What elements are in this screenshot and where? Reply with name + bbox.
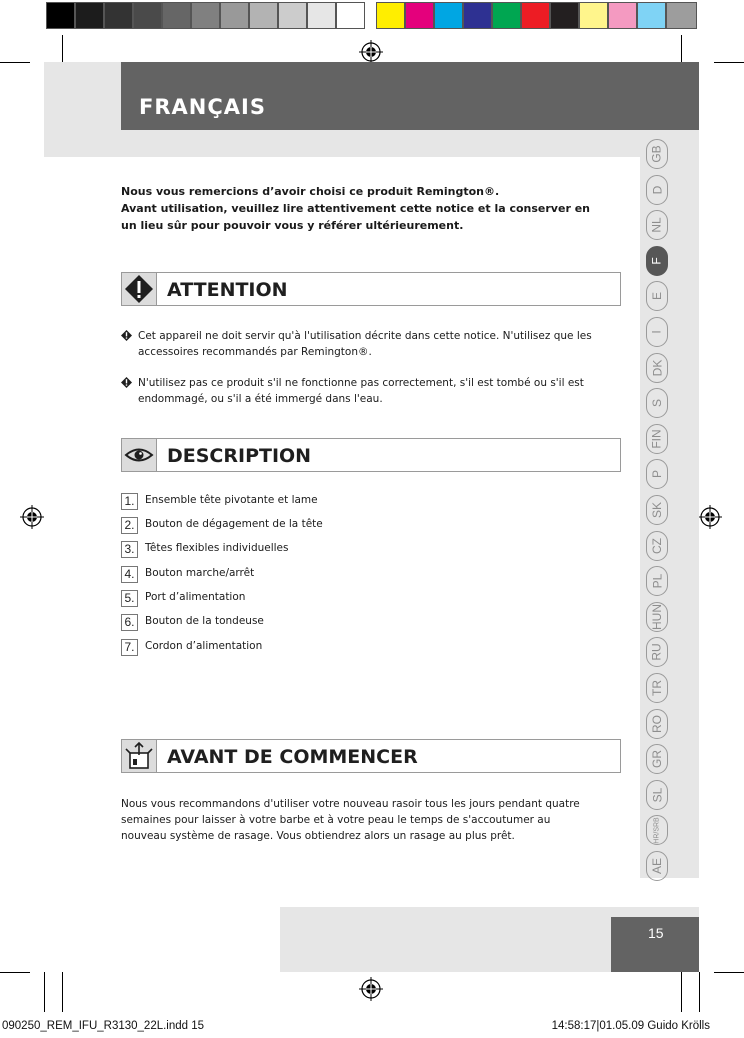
language-tab-hun[interactable] [646, 602, 668, 632]
item-label: Bouton de la tondeuse [145, 615, 264, 627]
item-label: Têtes flexibles individuelles [145, 542, 289, 554]
language-tab-label: SL [650, 787, 664, 803]
swatch-15 [463, 2, 492, 29]
language-tab-label: SK [649, 501, 664, 519]
item-label: Port d’alimentation [145, 591, 246, 603]
language-tab-label: E [649, 291, 664, 301]
language-tab-label: HR/SRB [653, 816, 661, 844]
language-tab-label: RU [650, 643, 664, 661]
attention-title: ATTENTION [167, 279, 288, 301]
language-tab-e[interactable] [646, 281, 668, 311]
intro-line-1: Nous vous remercions d’avoir choisi ce produit Remington®. [121, 185, 500, 198]
language-tab-gr[interactable] [646, 744, 668, 774]
item-label: Cordon d’alimentation [145, 640, 263, 652]
language-tab-s[interactable] [646, 388, 668, 418]
language-tab-p[interactable] [646, 459, 668, 489]
swatch-20 [608, 2, 637, 29]
language-tab-label: D [649, 185, 664, 195]
swatch-12 [376, 2, 405, 29]
item-number: 1. [121, 493, 138, 510]
warning-bullet-icon [121, 330, 132, 341]
swatch-11 [336, 2, 365, 29]
language-tab-d[interactable] [646, 175, 668, 205]
language-tab-sk[interactable] [646, 495, 668, 525]
item-number: 2. [121, 517, 138, 534]
language-tab-label: HUN [650, 604, 664, 630]
item-label: Bouton marche/arrêt [145, 567, 255, 579]
language-tab-label: RO [650, 715, 664, 733]
language-tab-gb[interactable] [646, 139, 668, 169]
page-number: 15 [648, 925, 664, 941]
language-tab-dk[interactable] [646, 353, 668, 383]
language-tab-ro[interactable] [646, 709, 668, 739]
language-tab-label: PL [650, 573, 664, 589]
item-number: 4. [121, 566, 138, 583]
swatch-4 [133, 2, 162, 29]
swatch-22 [666, 2, 697, 29]
crop-mark [681, 35, 682, 63]
box-icon [122, 740, 157, 772]
swatch-8 [249, 2, 278, 29]
crop-mark [62, 972, 63, 1012]
language-tab-label: DK [649, 359, 664, 377]
language-tab-label: P [649, 469, 664, 479]
swatch-2 [75, 2, 104, 29]
swatch-17 [521, 2, 550, 29]
language-tab-label: TR [650, 680, 664, 696]
item-number: 6. [121, 614, 138, 631]
description-title: DESCRIPTION [167, 445, 312, 467]
attention-item [121, 375, 596, 409]
intro-text [121, 183, 591, 234]
crop-mark [62, 35, 63, 63]
language-tab-i[interactable] [646, 317, 668, 347]
language-tab-label: CZ [650, 538, 664, 554]
page-title: FRANÇAIS [139, 95, 266, 119]
before-start-header [121, 739, 621, 773]
language-tab-label: AE [649, 857, 664, 875]
language-tab-label: F [650, 257, 664, 265]
swatch-9 [278, 2, 307, 29]
slug-left: 090250_REM_IFU_R3130_22L.indd 15 [2, 1020, 205, 1032]
registration-mark-icon [20, 505, 44, 529]
crop-mark [699, 972, 700, 1012]
language-tab-ae[interactable] [646, 851, 668, 881]
before-start-title: AVANT DE COMMENCER [167, 746, 418, 768]
swatch-1 [46, 2, 75, 29]
language-tab-cz[interactable] [646, 531, 668, 561]
item-label: Bouton de dégagement de la tête [145, 518, 323, 530]
attention-item [121, 328, 596, 362]
attention-item-text: Cet appareil ne doit servir qu'à l'utilisation décrite dans cette notice. N'utilisez que les accessoires recommandés par Remington®. [138, 330, 592, 358]
crop-mark [44, 972, 45, 1012]
swatch-7 [220, 2, 249, 29]
language-tab-f[interactable] [646, 246, 668, 276]
language-tab-label: FIN [650, 429, 664, 449]
swatch-18 [550, 2, 579, 29]
crop-mark [714, 62, 744, 63]
swatch-16 [492, 2, 521, 29]
item-label: Ensemble tête pivotante et lame [145, 494, 318, 506]
language-tab-fin[interactable] [646, 424, 668, 454]
language-tab-tr[interactable] [646, 673, 668, 703]
warning-bullet-icon [121, 377, 132, 388]
swatch-5 [162, 2, 191, 29]
swatch-19 [579, 2, 608, 29]
intro-line-2: Avant utilisation, veuillez lire attentivement cette notice et la conserver en un lieu sûr pour pouvoir vous y référer ultérieurement. [121, 202, 590, 232]
language-tab-label: S [649, 398, 664, 408]
language-tab-label: GR [650, 750, 664, 768]
crop-mark [0, 972, 30, 973]
language-tab-nl[interactable] [646, 210, 668, 240]
swatch-10 [307, 2, 336, 29]
registration-mark-icon [698, 505, 722, 529]
eye-icon [122, 439, 157, 471]
swatch-13 [405, 2, 434, 29]
crop-mark [0, 62, 30, 63]
attention-item-text: N'utilisez pas ce produit s'il ne fonctionne pas correctement, s'il est tombé ou s'il est endommagé, ou s'il a été immergé dans l'eau. [138, 377, 584, 405]
swatch-3 [104, 2, 133, 29]
warning-icon [122, 273, 157, 305]
crop-mark [714, 972, 744, 973]
item-number: 5. [121, 590, 138, 607]
language-tab-pl[interactable] [646, 566, 668, 596]
swatch-6 [191, 2, 220, 29]
registration-mark-icon [359, 977, 383, 1001]
description-header [121, 438, 621, 472]
before-start-text: Nous vous recommandons d'utiliser votre nouveau rasoir tous les jours pendant quatre semaines pour laisser à votre barbe et à votre peau le temps de s'accoutumer au nouveau système de rasage. Vous obtiendrez alors un rasage au plus prêt. [121, 798, 580, 842]
swatch-21 [637, 2, 666, 29]
language-tab-label: NL [650, 217, 664, 233]
attention-header [121, 272, 621, 306]
swatch-14 [434, 2, 463, 29]
item-number: 7. [121, 639, 138, 656]
language-tab-ru[interactable] [646, 637, 668, 667]
registration-mark-icon [359, 40, 383, 64]
language-tab-label: GB [650, 145, 664, 163]
crop-mark [681, 972, 682, 1012]
language-tab-label: I [650, 330, 664, 334]
language-tab-sl[interactable] [646, 780, 668, 810]
item-number: 3. [121, 541, 138, 558]
language-tab-hr-srb[interactable] [646, 815, 668, 845]
slug-right: 14:58:17|01.05.09 Guido Krölls [551, 1020, 710, 1032]
